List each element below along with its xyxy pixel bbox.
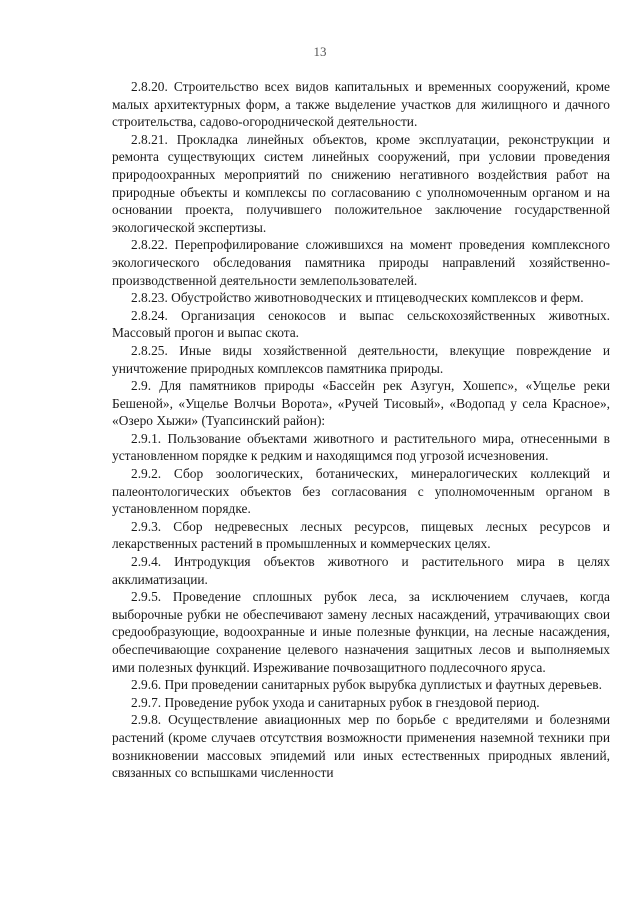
page-number: 13 bbox=[313, 44, 327, 59]
clause-2-9-8: 2.9.8. Осуществление авиационных мер по борьбе с вредителями и болезнями растений (кроме случаев отсутствия возможности применения наземной техники при возникновении массовых эпидемий или иных естественных природных явлений, связанных со вспышками численности bbox=[112, 712, 610, 781]
clause-2-9-7: 2.9.7. Проведение рубок ухода и санитарных рубок в гнездовой период. bbox=[131, 694, 540, 710]
clause-2-9: 2.9. Для памятников природы «Бассейн рек Азугун, Хошепс», «Ущелье реки Бешеной», «Ущелье Волчьи Ворота», «Ручей Тисовый», «Водопад у села Красное», «Озеро Хыжи» (Туапсинский район): bbox=[112, 378, 610, 429]
clause-2-8-20: 2.8.20. Строительство всех видов капитальных и временных сооружений, кроме малых архитектурных форм, а также выделение участков для жилищного и дачного строительства, садово-огороднической деятельности. bbox=[112, 79, 610, 130]
clause-2-8-24: 2.8.24. Организация сенокосов и выпас сельскохозяйственных животных. Массовый прогон и выпас скота. bbox=[112, 307, 610, 341]
clause-2-9-4: 2.9.4. Интродукция объектов животного и растительного мира в целях акклиматизации. bbox=[112, 554, 610, 587]
clause-2-9-5: 2.9.5. Проведение сплошных рубок леса, за исключением случаев, когда выборочные рубки не обеспечивают замену лесных насаждений, утрачивающих свои средообразующие, водоохранные и иные полезные функции, на лесные насаждения, обеспечивающие сохранение целевого назначения защитных лесов и выполняемых ими полезных функций. Изреживание почвозащитного подлесочного яруса. bbox=[112, 589, 610, 675]
clause-2-8-21: 2.8.21. Прокладка линейных объектов, кроме эксплуатации, реконструкции и ремонта существующих систем линейных сооружений, при условии проведения природоохранных мероприятий по снижению негативного воздействия работ на природные объекты и комплексы по согласованию с уполномоченным органом и на основании проекта, получившего положительное заключение государственной экологической экспертизы. bbox=[112, 131, 610, 235]
document-body bbox=[112, 78, 610, 782]
clause-2-9-2: 2.9.2. Сбор зоологических, ботанических, минералогических коллекций и палеонтологических объектов без согласования с уполномоченным органом в установленном порядке. bbox=[112, 466, 610, 517]
clause-2-9-1: 2.9.1. Пользование объектами животного и растительного мира, отнесенными в установленном порядке к редким и находящимся под угрозой исчезновения. bbox=[112, 430, 610, 464]
clause-2-9-3: 2.9.3. Сбор недревесных лесных ресурсов, пищевых лесных ресурсов и лекарственных растений в промышленных и коммерческих целях. bbox=[112, 518, 610, 552]
clause-2-8-25: 2.8.25. Иные виды хозяйственной деятельности, влекущие повреждение и уничтожение природных комплексов памятника природы. bbox=[112, 342, 610, 376]
clause-2-9-6: 2.9.6. При проведении санитарных рубок вырубка дуплистых и фаутных деревьев. bbox=[131, 677, 602, 693]
clause-2-8-23: 2.8.23. Обустройство животноводческих и птицеводческих комплексов и ферм. bbox=[131, 290, 584, 306]
clause-2-8-22: 2.8.22. Перепрофилирование сложившихся на момент проведения комплексного экологического обследования памятника природы направлений хозяйственно-производственной деятельности землепользователей. bbox=[112, 237, 610, 288]
